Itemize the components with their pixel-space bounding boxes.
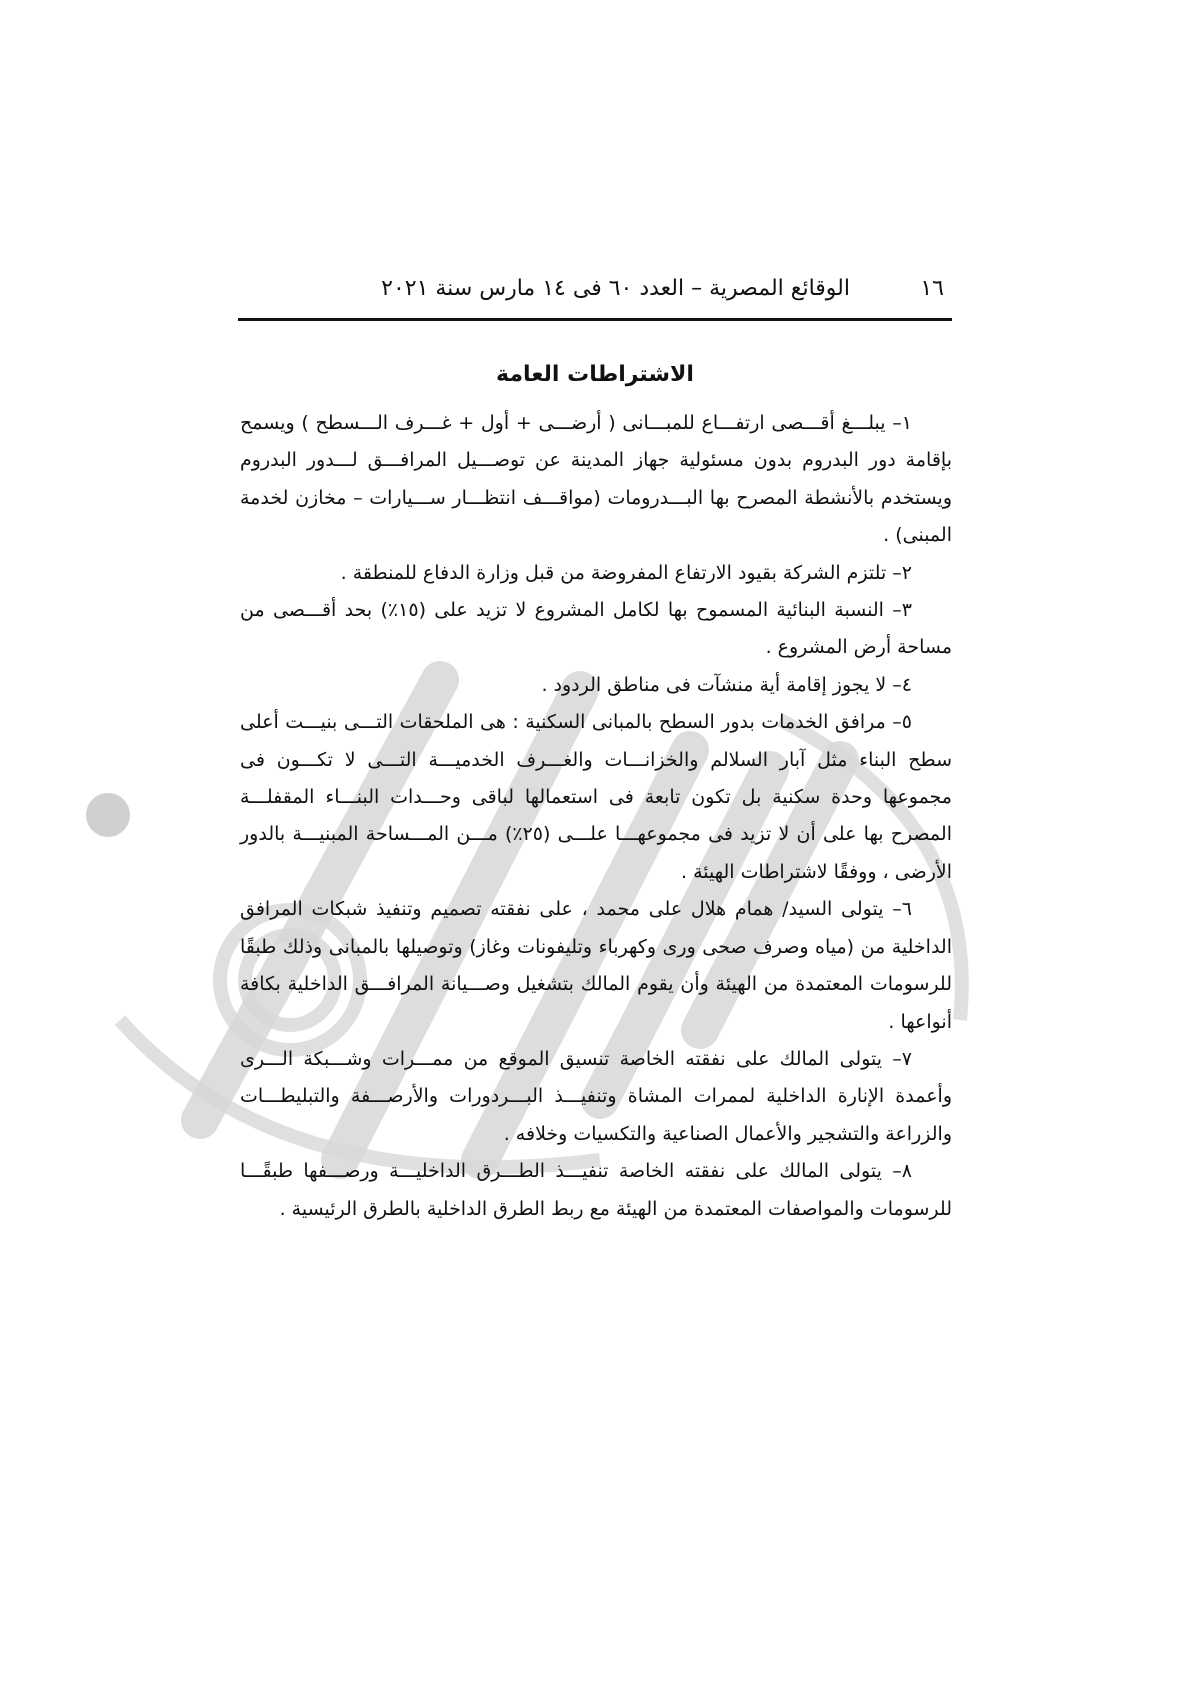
header-divider [238,318,952,321]
page-number: ١٦ [920,276,944,301]
page-header [238,270,952,320]
clause-8: ٨– يتولى المالك على نفقته الخاصة تنفيـــذ الطـــرق الداخليـــة ورصـــفها طبقًـــا للرسومات والمواصفات المعتمدة من الهيئة مع ربط الطرق الداخلية بالطرق الرئيسية . [240,1160,952,1220]
clause-1: ١– يبلـــغ أقـــصى ارتفـــاع للمبـــانى ( أرضـــى + أول + غـــرف الـــسطح ) ويسمح بإقامة دور البدروم بدون مسئولية جهاز المدينة عن توصـــيل المرافـــق لـــدور البدروم ويستخدم بالأنشطة المصرح بها البـــدرومات (مواقـــف انتظـــار ســـيارات – مخازن لخدمة المبنى) . [240,412,952,547]
running-title: الوقائع المصرية – العدد ٦٠ فى ١٤ مارس سنة ٢٠٢١ [381,276,850,301]
clause-2: ٢– تلتزم الشركة بقيود الارتفاع المفروضة من قبل وزارة الدفاع للمنطقة . [340,561,912,584]
clause-6: ٦– يتولى السيد/ همام هلال على محمد ، على نفقته تصميم وتنفيذ شبكات المرافق الداخلية من (مياه وصرف صحى ورى وكهرباء وتليفونات وغاز) وتوصيلها بالمبانى وذلك طبقًا للرسومات المعتمدة من الهيئة وأن يقوم المالك بتشغيل وصـــيانة المرافـــق الداخلية بكافة أنواعها . [240,898,952,1033]
clause-4: ٤– لا يجوز إقامة أية منشآت فى مناطق الردود . [541,673,912,696]
clause-3: ٣– النسبة البنائية المسموح بها لكامل المشروع لا تزيد على (١٥٪) بحد أقـــصى من مساحة أرض المشروع . [240,599,952,659]
section-title: الاشتراطات العامة [496,362,694,387]
clause-7: ٧– يتولى المالك على نفقته الخاصة تنسيق الموقع من ممـــرات وشـــبكة الـــرى وأعمدة الإنارة الداخلية لممرات المشاة وتنفيـــذ البـــردورات والأرصـــفة والتبليطـــات والزراعة والتشجير والأعمال الصناعية والتكسيات وخلافه . [240,1047,952,1145]
document-body [240,405,952,1228]
clause-5: ٥– مرافق الخدمات بدور السطح بالمبانى السكنية : هى الملحقات التـــى بنيـــت أعلى سطح البناء مثل آبار السلالم والخزانـــات والغـــرف الخدميـــة التـــى لا تكـــون فى مجموعها وحدة سكنية بل تكون تابعة فى استعمالها لباقى وحـــدات البنـــاء المقفلـــة المصرح بها على أن لا تزيد فى مجموعهـــا علـــى (٢٥٪) مـــن المـــساحة المبنيـــة بالدور الأرضى ، ووفقًا لاشتراطات الهيئة . [240,711,952,883]
